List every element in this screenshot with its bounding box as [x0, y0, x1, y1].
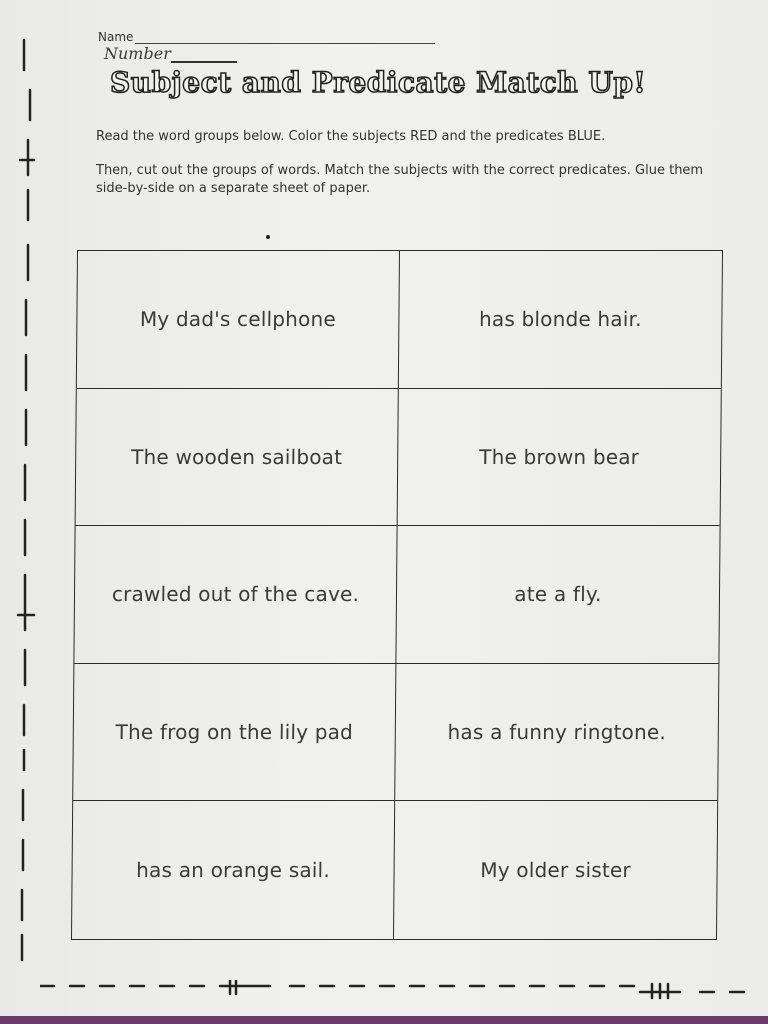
card-grid [71, 250, 723, 940]
cut-line-bottom [40, 980, 760, 1000]
card-subject: The wooden sailboat [76, 389, 399, 527]
worksheet-title: Subject and Predicate Match Up! [110, 66, 647, 99]
instructions-line-2: Then, cut out the groups of words. Match the subjects with the correct predicates. Glue them side-by-side on a separate sheet of paper. [96, 163, 704, 196]
background-edge [0, 1016, 768, 1024]
name-label: Name [98, 30, 134, 44]
card-predicate: has a funny ringtone. [395, 664, 718, 802]
name-field [98, 30, 435, 44]
number-label: Number [104, 44, 171, 63]
number-blank [171, 49, 237, 63]
card-subject: My dad's cellphone [77, 251, 400, 389]
name-blank [135, 31, 435, 44]
stray-mark [266, 235, 270, 239]
card-predicate: has an orange sail. [72, 801, 395, 939]
card-subject: The frog on the lily pad [73, 664, 396, 802]
cut-line-left [16, 30, 38, 970]
card-subject: The brown bear [398, 389, 721, 527]
number-field [104, 44, 237, 63]
card-predicate: crawled out of the cave. [74, 526, 397, 664]
card-subject: My older sister [480, 858, 632, 883]
card-predicate: ate a fly. [396, 526, 719, 664]
instructions-line-1: Read the word groups below. Color the subjects RED and the predicates BLUE. [96, 129, 606, 144]
card-predicate: has blonde hair. [399, 251, 722, 389]
